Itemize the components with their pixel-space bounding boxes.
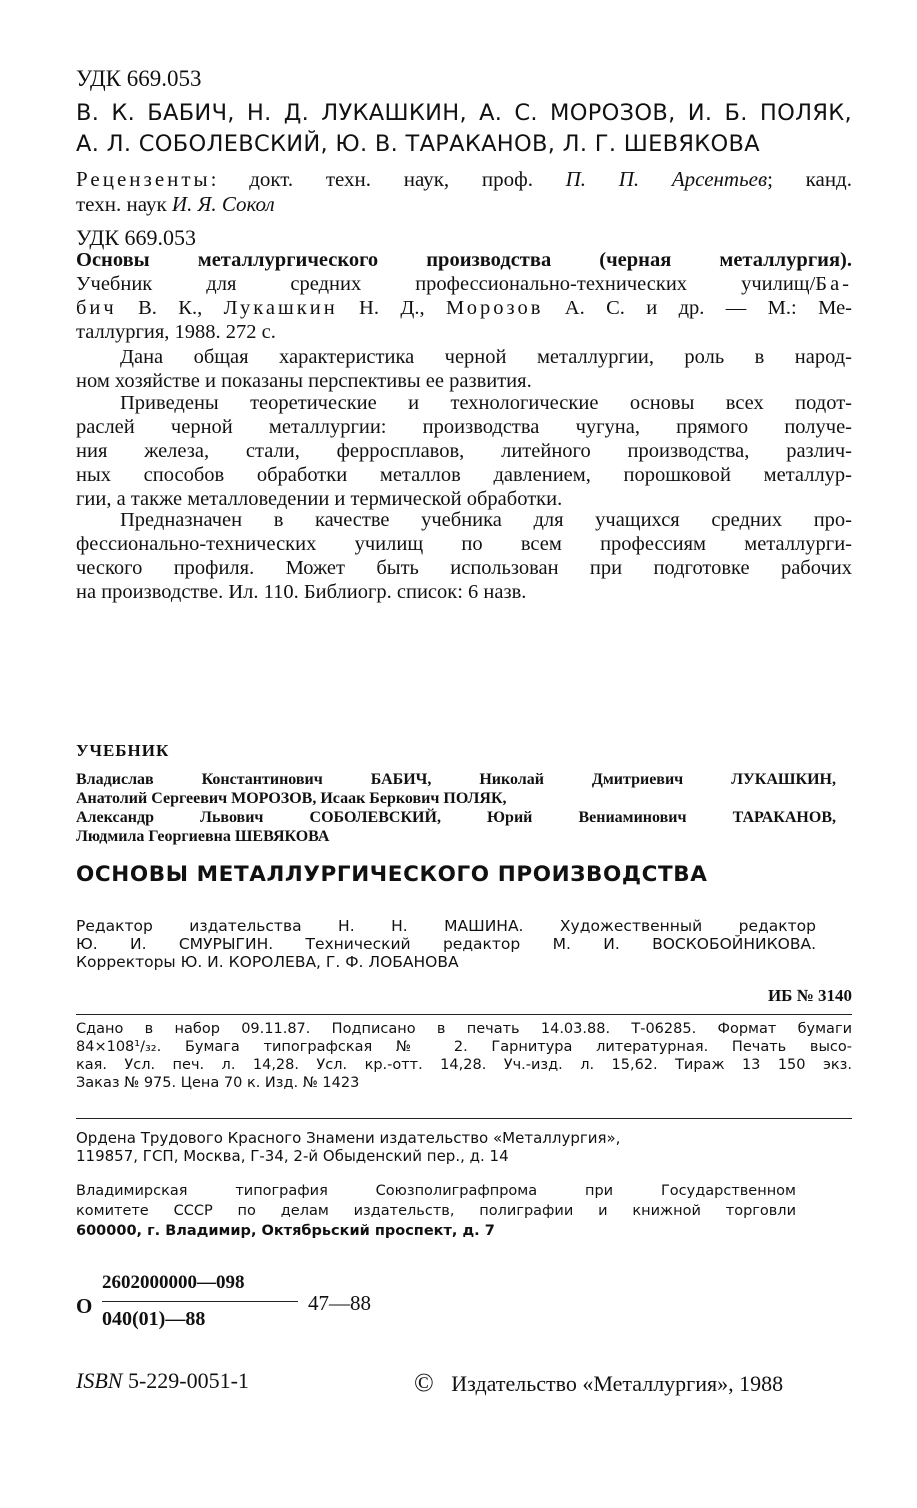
full-authors-line: Александр Львович СОБОЛЕВСКИЙ, Юрий Вениаминович ТАРАКАНОВ, bbox=[76, 809, 836, 826]
printer-block bbox=[76, 1181, 796, 1241]
annotation-line: на производстве. Ил. 110. Библиогр. список: 6 назв. bbox=[76, 581, 527, 603]
editors-line: Редактор издательства Н. Н. МАШИНА. Художественный редактор bbox=[76, 917, 816, 935]
annotation-paragraph bbox=[76, 391, 852, 511]
editors-line: Ю. И. СМУРЫГИН. Технический редактор М. И. ВОСКОБОЙНИКОВА. bbox=[76, 935, 816, 953]
reviewers-line bbox=[76, 167, 852, 192]
bibliographic-entry bbox=[76, 248, 852, 344]
publisher-line: 119857, ГСП, Москва, Г-34, 2-й Обыденский пер., д. 14 bbox=[76, 1147, 509, 1165]
publisher-block bbox=[76, 1129, 766, 1165]
bib-text: Учебник для средних профессионально-технических училищ/ bbox=[76, 273, 816, 295]
bib-line bbox=[76, 296, 852, 320]
authors-block bbox=[76, 98, 852, 160]
isbn bbox=[76, 1368, 249, 1394]
isbn-label: ISBN bbox=[76, 1368, 123, 1393]
copyright bbox=[414, 1368, 783, 1398]
copyright-icon: © bbox=[414, 1368, 434, 1397]
divider bbox=[76, 1014, 852, 1015]
udk-top: УДК 669.053 bbox=[76, 66, 202, 91]
reviewers-label: Рецензенты bbox=[76, 167, 211, 191]
book-title-bold: Основы металлургического производства (черная металлургия). bbox=[76, 249, 852, 271]
annotation-paragraph bbox=[76, 345, 852, 393]
annotation-line: Приведены теоретические и технологические основы всех подот- bbox=[120, 392, 852, 414]
print-details-line: Сдано в набор 09.11.87. Подписано в печать 14.03.88. Т-06285. Формат бумаги bbox=[76, 1021, 852, 1037]
bib-text: В. К., bbox=[116, 297, 224, 319]
ib-number: ИБ № 3140 bbox=[767, 986, 852, 1005]
bib-author-spaced: Лукашкин bbox=[223, 297, 338, 319]
bib-author-spaced: Ба- bbox=[815, 273, 852, 295]
annotation-line: гии, а также металловедении и термической обработки. bbox=[76, 488, 563, 510]
editors-block bbox=[76, 917, 816, 971]
divider bbox=[76, 1118, 852, 1119]
formula-letter: О bbox=[76, 1294, 93, 1318]
bib-text: А. С. и др. — М.: Ме- bbox=[543, 297, 852, 319]
annotation-line: ных способов обработки металлов давлением, порошковой металлур- bbox=[76, 464, 852, 486]
reviewers-text: : докт. техн. наук, проф. bbox=[210, 167, 566, 191]
bib-line bbox=[76, 272, 852, 296]
printer-line: 600000, г. Владимир, Октябрьский проспект, д. 7 bbox=[76, 1223, 495, 1239]
authors-line: А. Л. СОБОЛЕВСКИЙ, Ю. В. ТАРАКАНОВ, Л. Г. ШЕВЯКОВА bbox=[76, 131, 760, 157]
udk-abstract: УДК 669.053 bbox=[76, 225, 197, 250]
annotation-line: Предназначен в качестве учебника для учащихся средних про- bbox=[120, 509, 852, 531]
bib-line: таллургия, 1988. 272 с. bbox=[76, 321, 276, 343]
print-details-block bbox=[76, 1020, 852, 1092]
annotation-line: фессионально-технических училищ по всем профессиям металлурги- bbox=[76, 533, 852, 555]
publisher-line: Ордена Трудового Красного Знамени издательство «Металлургия», bbox=[76, 1129, 621, 1147]
formula-fraction-bar bbox=[102, 1301, 298, 1302]
full-authors-line: Анатолий Сергеевич МОРОЗОВ, Исаак Беркович ПОЛЯК, bbox=[76, 790, 507, 807]
full-authors-line: Владислав Константинович БАБИЧ, Николай Дмитриевич ЛУКАШКИН, bbox=[76, 771, 836, 788]
formula-right: 47—88 bbox=[308, 1291, 371, 1315]
isbn-number: 5-229-0051-1 bbox=[122, 1368, 249, 1393]
catalog-formula bbox=[76, 1272, 396, 1342]
full-authors-line: Людмила Георгиевна ШЕВЯКОВА bbox=[76, 828, 330, 845]
printer-line: комитете СССР по делам издательств, полиграфии и книжной торговли bbox=[76, 1203, 796, 1219]
bib-author-spaced: бич bbox=[76, 297, 117, 319]
annotation-line: ческого профиля. Может быть использован при подготовке рабочих bbox=[76, 557, 852, 579]
reviewer-name: И. Я. Сокол bbox=[171, 192, 275, 216]
formula-numerator: 2602000000—098 bbox=[102, 1272, 245, 1293]
bib-text: Н. Д., bbox=[337, 297, 446, 319]
authors-line: В. К. БАБИЧ, Н. Д. ЛУКАШКИН, А. С. МОРОЗОВ, И. Б. ПОЛЯК, bbox=[76, 100, 852, 126]
printer-line: Владимирская типография Союзполиграфпрома при Государственном bbox=[76, 1183, 796, 1199]
book-title: ОСНОВЫ МЕТАЛЛУРГИЧЕСКОГО ПРОИЗВОДСТВА bbox=[76, 862, 708, 887]
annotation-paragraph bbox=[76, 508, 852, 604]
annotation-line: раслей черной металлургии: производства чугуна, прямого получе- bbox=[76, 416, 852, 438]
copyright-text: Издательство «Металлургия», 1988 bbox=[451, 1371, 784, 1396]
print-details-line: Заказ № 975. Цена 70 к. Изд. № 1423 bbox=[76, 1075, 360, 1091]
reviewer-name: П. П. Арсентьев bbox=[565, 167, 768, 191]
textbook-label: УЧЕБНИК bbox=[76, 741, 170, 760]
bib-author-spaced: Морозов bbox=[446, 297, 544, 319]
print-details-line: 84×108¹/₃₂. Бумага типографская № 2. Гарнитура литературная. Печать высо- bbox=[76, 1039, 852, 1055]
print-details-line: кая. Усл. печ. л. 14,28. Усл. кр.-отт. 14,28. Уч.-изд. л. 15,62. Тираж 13 150 экз. bbox=[76, 1057, 852, 1073]
annotation-line: ния железа, стали, ферросплавов, литейного производства, различ- bbox=[76, 440, 852, 462]
reviewers-text: ; канд. bbox=[767, 167, 852, 191]
full-authors-block bbox=[76, 770, 836, 846]
annotation-line: ном хозяйстве и показаны перспективы ее развития. bbox=[76, 370, 532, 392]
editors-line: Корректоры Ю. И. КОРОЛЕВА, Г. Ф. ЛОБАНОВА bbox=[76, 953, 459, 971]
reviewers-block bbox=[76, 167, 852, 217]
reviewers-text: техн. наук bbox=[76, 192, 172, 216]
reviewers-line bbox=[76, 192, 852, 217]
formula-denominator: 040(01)—88 bbox=[102, 1308, 206, 1330]
annotation-line: Дана общая характеристика черной металлургии, роль в народ- bbox=[120, 346, 852, 368]
